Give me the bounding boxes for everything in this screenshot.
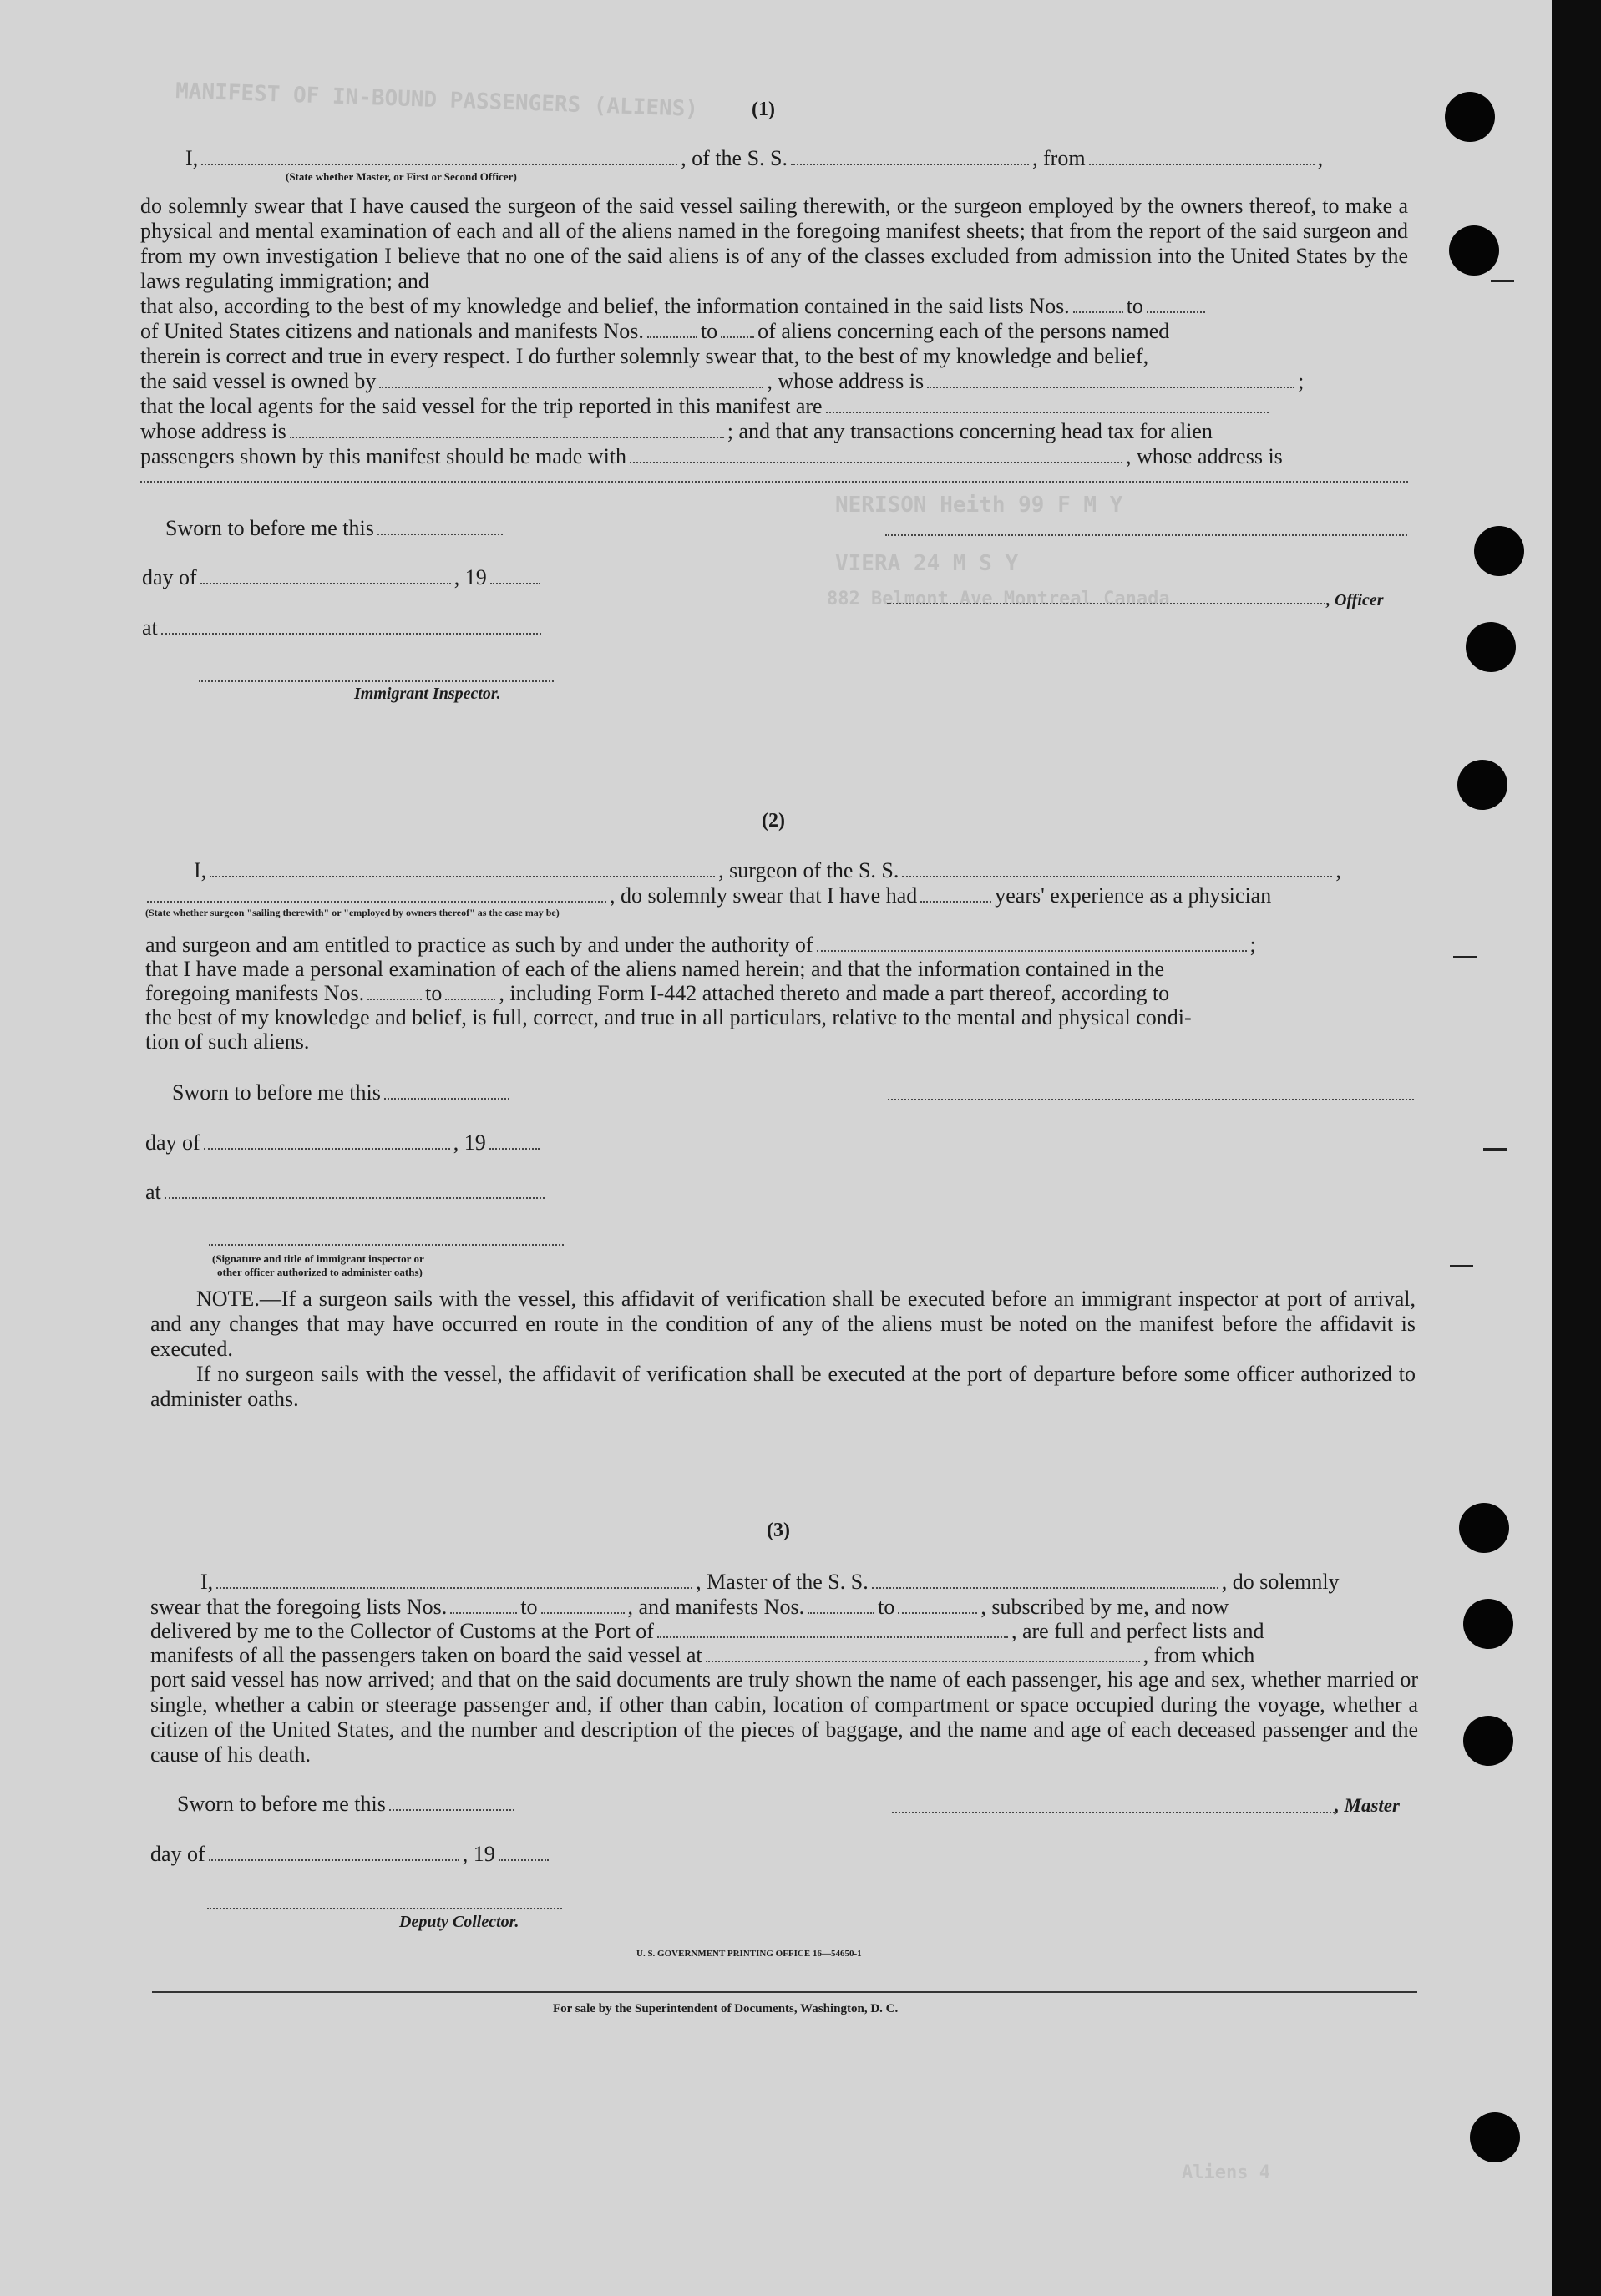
oath-2-line-5: foregoing manifests Nos. to , including Form I-442 attached thereto and made a part thereof, according to: [145, 981, 1170, 1005]
punch-hole: [1470, 2112, 1520, 2162]
surgeon-note: NOTE.—If a surgeon sails with the vessel, this affidavit of verification shall be executed before an immigrant inspector at port of arrival, and any changes that may have occurred en route in the condition of any of the aliens must be noted on the manifest before the affidavit is executed.: [150, 1287, 1416, 1361]
printing-office-line: U. S. GOVERNMENT PRINTING OFFICE 16—54650-1: [636, 1949, 862, 1959]
punch-hole: [1463, 1599, 1513, 1649]
edge-mark: [1450, 1265, 1473, 1267]
officer-label: , Officer: [1326, 591, 1384, 609]
bleed-through-text: NERISON Heith 99 F M Y: [835, 493, 1123, 518]
oath-2-line-7: tion of such aliens.: [145, 1029, 310, 1054]
oath-1-line-7: that also, according to the best of my knowledge and belief, the information contained in the said lists Nos. to: [140, 294, 1208, 319]
oath-1-line-11: that the local agents for the said vessel for the trip reported in this manifest are: [140, 394, 1272, 419]
at-line-2: at: [145, 1180, 548, 1205]
edge-mark: [1453, 956, 1477, 958]
oath-2-line-6: the best of my knowledge and belief, is full, correct, and true in all particulars, relative to the mental and physical condi-: [145, 1005, 1192, 1029]
inspector-signature-line: [199, 680, 554, 682]
punch-hole: [1457, 760, 1507, 810]
inspector-signature-line: [209, 1244, 564, 1246]
punch-hole: [1459, 1503, 1509, 1553]
oath-3-line-2: swear that the foregoing lists Nos. to , and manifests Nos. to , subscribed by me, and now: [150, 1595, 1229, 1619]
punch-hole: [1466, 622, 1516, 672]
edge-mark: [1491, 280, 1514, 282]
bleed-through-text: Aliens 4: [1182, 2162, 1270, 2183]
punch-hole: [1474, 526, 1524, 576]
punch-hole: [1445, 92, 1495, 142]
oath-3-line-4: manifests of all the passengers taken on board the said vessel at , from which: [150, 1643, 1255, 1667]
officer-signature-line: [887, 603, 1325, 604]
signature-title-hint: other officer authorized to administer oaths): [217, 1266, 423, 1278]
surgeon-note: If no surgeon sails with the vessel, the affidavit of verification shall be executed at the port of departure before some officer authorized to administer oaths.: [150, 1362, 1416, 1411]
oath-2-line-2: , do solemnly swear that I have had years' experience as a physician: [144, 883, 1271, 908]
bleed-through-text: MANIFEST OF IN-BOUND PASSENGERS (ALIENS): [175, 78, 699, 122]
officer-signature-line: [885, 534, 1407, 536]
edge-mark: [1483, 1148, 1507, 1151]
day-of-line-1: day of , 19: [142, 565, 544, 590]
day-of-line-2: day of , 19: [145, 1130, 543, 1156]
surgeon-signature-line: [888, 1099, 1414, 1100]
immigrant-inspector-label: Immigrant Inspector.: [354, 685, 501, 703]
surgeon-status-hint: (State whether surgeon "sailing therewith" or "employed by owners thereof" as the case may be): [145, 907, 560, 918]
oath-3-line-1: I, , Master of the S. S. , do solemnly: [200, 1570, 1340, 1594]
oath-1-line-10: the said vessel is owned by , whose address is ;: [140, 369, 1305, 393]
oath-1-line-12: whose address is ; and that any transactions concerning head tax for alien: [140, 419, 1213, 443]
signature-title-hint: (Signature and title of immigrant inspector or: [212, 1252, 424, 1265]
oath-2-line-1: I, , surgeon of the S. S. ,: [194, 858, 1341, 882]
oath-1-line-1: I, , of the S. S. , from ,: [185, 146, 1324, 170]
sworn-line-1: Sworn to before me this: [165, 516, 506, 541]
oath-1-line-9: therein is correct and true in every respect. I do further solemnly swear that, to the best of my knowledge and belief,: [140, 344, 1149, 368]
sworn-line-2: Sworn to before me this: [172, 1080, 513, 1105]
section-2-number: (2): [762, 810, 785, 832]
section-1-number: (1): [752, 99, 775, 120]
bleed-through-text: VIERA 24 M S Y: [835, 551, 1019, 576]
deputy-collector-label: Deputy Collector.: [399, 1913, 519, 1931]
bleed-through-text: 882 Belmont Ave Montreal Canada: [827, 589, 1170, 609]
oath-2-line-3: and surgeon and am entitled to practice as such by and under the authority of ;: [145, 933, 1256, 957]
officer-rank-hint: (State whether Master, or First or Second Officer): [286, 170, 517, 183]
section-3-number: (3): [767, 1520, 790, 1541]
at-line-1: at: [142, 615, 545, 640]
sale-notice: For sale by the Superintendent of Documents, Washington, D. C.: [553, 2002, 899, 2015]
oath-1-paragraph: do solemnly swear that I have caused the surgeon of the said vessel sailing therewith, or the surgeon employed by the owners thereof, to make a physical and mental examination of each and all of the aliens named in the foregoing manifest sheets; that from the report of the said surgeon and from my own investigation I believe that no one of the said aliens is of any of the classes excluded from admission into the United States by the laws regulating immigration; and: [140, 194, 1408, 293]
punch-hole: [1463, 1716, 1513, 1766]
master-signature-line: [892, 1812, 1335, 1813]
collector-signature-line: [207, 1908, 562, 1909]
footer-rule: [152, 1991, 1417, 1993]
master-label: , Master: [1335, 1795, 1400, 1816]
oath-3-paragraph: port said vessel has now arrived; and that on the said documents are truly shown the name of each passenger, his age and sex, whether married or single, whether a cabin or steerage passenger and, if other than cabin, location of compartment or space occupied during the voyage, whether a citizen of the United States, and the number and description of the pieces of baggage, and the name and age of each deceased passenger and the cause of his death.: [150, 1667, 1418, 1767]
punch-hole: [1449, 225, 1499, 276]
oath-3-line-3: delivered by me to the Collector of Customs at the Port of , are full and perfect lists and: [150, 1619, 1264, 1643]
oath-1-line-8: of United States citizens and nationals and manifests Nos. to of aliens concerning each of the persons named: [140, 319, 1170, 343]
sworn-line-3: Sworn to before me this: [177, 1792, 518, 1817]
oath-2-line-4: that I have made a personal examination of each of the aliens named herein; and that the information contained in the: [145, 957, 1165, 981]
oath-1-line-13: passengers shown by this manifest should be made with , whose address is: [140, 444, 1283, 468]
day-of-line-3: day of , 19: [150, 1842, 552, 1867]
continuation-line: [140, 481, 1408, 483]
